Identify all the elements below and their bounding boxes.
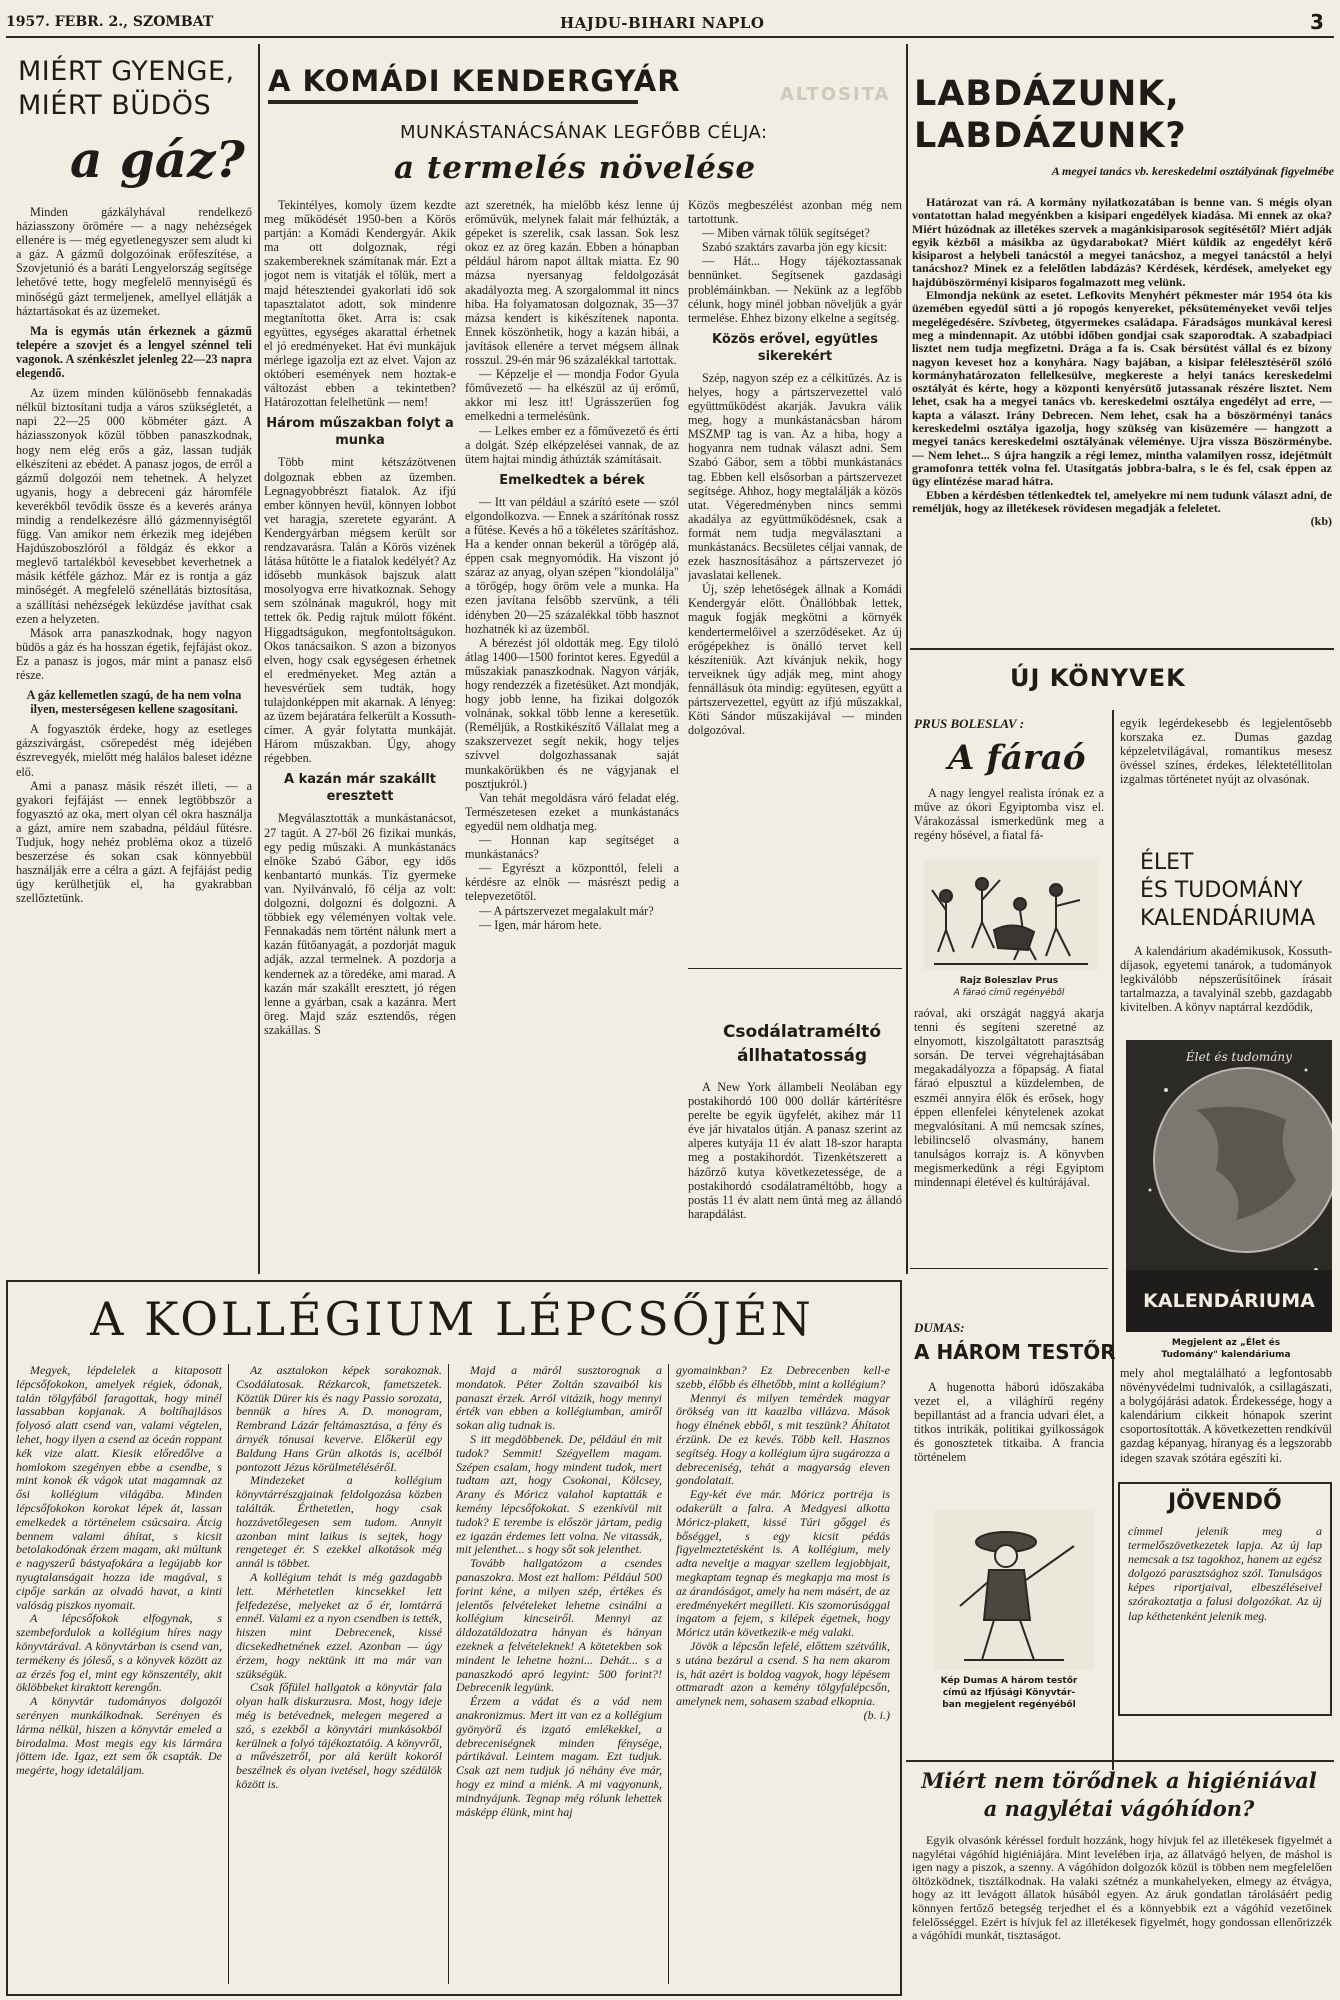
- komadi-p14: Közös megbeszélést azonban még nem tartottunk.: [688, 198, 902, 227]
- elet-title-3: KALENDÁRIUMA: [1140, 906, 1316, 931]
- kollegium-col-2: [236, 1364, 442, 1988]
- prus-book-title: A fáraó: [948, 738, 1086, 778]
- kollegium-p8: Majd a máról susztorognak a mondatok. Péter Zoltán szavaiból kis panaszt érzek. Arról vitázik, hogy mennyi érték van ebben a kollégiumban, amiről sokan alig tudnak is.: [456, 1364, 662, 1433]
- kalend-p1: mely ahol megtalálható a legfontosabb növényvédelmi tudnivalók, a csillagászati, a bolygójárási adatok. Érdekessége, hogy a kalendárium cikkeit hónapok szerint csoportosították. A következetten rendkívül gazdag képanyag, híranyag és a legszorabb idegen szavak szótára egészíti ki.: [1120, 1366, 1332, 1465]
- komadi-p19: Új, szép lehetőségek állnak a Komádi Kendergyár előtt. Önállóbbak lettek, maguk fogják megkötni a környék kendertermelőivel a szerződéseket. Az új erőgépekhez is önálló tervet kell készíteniük. Azt kívánjuk nekik, hogy terveiknek úgy adják meg, mint ahogy fennállásuk óta mindig: együtesen, együtt a pártszervezettel, együtt az ifjú műszakkal, Köti Sándor műszakijával — minden dolgozóval.: [688, 582, 902, 738]
- dumas-book-title: A HÁROM TESTŐR: [914, 1340, 1116, 1364]
- dumas-p1: A hugenotta háború időszakába vezet el, a világhírű regény bepillantást ad a francia udvari élet, a titkos intrikák, politikai gyilkosságok és gonosztetek titkaiba. A francia történelem: [914, 1380, 1104, 1465]
- gas-body-3: A fogyasztók érdeke, hogy az esetleges gázszivárgást, csőrepedést még idejében észrevegyék, mielőtt még halálos baleset idézne elő.: [16, 722, 252, 779]
- komadi-p4: azt szeretnék, ha mielőbb kész lenne új erőművük, melynek falait már felhúzták, a gépeket is szerelik, csak lassan. Sok lesz okoz ez az öreg kazán. Ebben a hónapban például három napot álltak miatta. Ez 90 mázsa nyersanyag feldolgozását akadályozta meg. A szorgalommal itt nincs hiba. Ha folyamatosan dolgoznak, 35—37 mázsa kendert is kikészítenek naponta. Ennek köszönhetik, hogy a kazán hibái, a javítások ellenére a tervet mégsem állnak rosszul. 29-én már 96 százalékkal tartottak.: [465, 198, 679, 368]
- kollegium-col-3: [456, 1364, 662, 1988]
- gas-article-body: [16, 205, 252, 1273]
- komadi-sub-4: Közös erővel, együtles sikerekért: [712, 331, 878, 364]
- gas-bold-sub: A gáz kellemetlen szagú, de ha nem volna ilyen, mesterségesen kellene szagosítani.: [26, 688, 242, 717]
- dumas-caption-2: című az Ifjúsági Könyvtár-: [942, 1688, 1076, 1698]
- higienia-rule: [906, 1760, 1334, 1762]
- header-rule: [6, 36, 1334, 38]
- kollegium-p9: S itt megdöbbenek. De, például én mit tudok? Semmit! Szégyellem magam. Szépen csalam, hogy mindent tudok, mert tudtam azt, hogy Csokonai, Kölcsey, Arany és Móricz valahol kaptatták e kemény lépcsőfokokat. S ezenkívül mit tudok? E terembe is először jártam, pedig ez igazán érdemes lett volna. Ne vitassák, mit jelenthet... s hogy sőt sok jelenthet.: [456, 1431, 662, 1557]
- musketeer-drawing: [934, 1510, 1094, 1670]
- komadi-p10: — Honnan kap segítséget a munkástanács?: [465, 833, 679, 862]
- komadi-p8: A bérezést jól oldották meg. Egy tiloló átlag 1400—1500 forintot keres. Egyedül a műszakiak panaszkodnak. Nagyon várják, hogy rendezzék a fizetésüket. Azt mondják, hogy jobb lenne, ha fizikai dolgozók volnának, sokkal több lenne a keresetük. (Reméljük, a Rostkikészítő Vállalat meg a szakszervezet segít nekik, hogy teljes szívvel dolgozhassanak saját munkakörükben és ne vágyjanak el posztjukról.): [465, 635, 679, 791]
- dumas-continued-text: [1120, 716, 1332, 816]
- kollegium-p2: A lépcsőfokok elfogynak, s szembefordulok a kollégium híres nagy könyvtárával. A könyvtárban is csend van, termékeny és jóleső, s a könyvek között az az érzés fog el, mint egy könszentély, akit öklöbbeket kiraktott kerengőn.: [16, 1611, 222, 1695]
- labdazunk-subtitle: A megyei tanács vb. kereskedelmi osztályának figyelmébe: [1051, 164, 1334, 178]
- csoda-title-2: állhatatosság: [737, 1046, 867, 1066]
- kalendarium-text: [1120, 1366, 1332, 1478]
- dumas-caption-1: Kép Dumas A három testőr: [940, 1676, 1078, 1686]
- prus-p1: A nagy lengyel realista írónak ez a műve az ókori Egyiptomba visz el. Várakozással ismerkedünk meg a regény hősével, a fiatal fá-: [914, 786, 1104, 843]
- kollegium-p11: Érzem a vádat és a vád nem anakronizmus. Mert itt van ez a kollégium gyönyörű és izgató emlékekkel, a debreceniségnek minden fénysége, pártikával. Leintem magam. Ezt tudjuk. Csak azt nem tudjuk jó néhány éve már, hogy ez mind a miénk. A mi vagyonunk, mindnyájunk. Tegnap még rólunk lehettek másképp élünk, mint haj: [456, 1694, 662, 1819]
- kollegium-p13: Mennyi és milyen temérdek magyar örökség van itt kaazlba villázva. Mások hogy élnének ebből, s mit teszünk? Áhítatot érzünk. De ez kevés. Több kell. Hasznos segítség. Hogy a kollégium újra sugározza a debreceniség, tehát a magyarság eleven gondolatait.: [676, 1390, 890, 1488]
- dumas-p2: egyik legérdekesebb és legjelentősebb korszaka ez. Dumas gazdag képzeletvilágával, romantikus mesesz övéssel színes, érdekes, lélektetéllitolan izgalmas történetet nyújt az olvasónak.: [1120, 716, 1332, 787]
- kollegium-p14: Egy-két éve már. Móricz portréja is odakerült a falra. A Medgyesi alkotta Móricz-plakett, kissé Túri gőggel és bőséggel, s egy kicsit pédás figyelmeztetésként is. A kollégium, mely adta neveltje a magyar szellem legjobbjait, megkaptam tegnap és megkapja ma most is az árandóságot, amely ha nem másért, de az eredményekért megilleti. Kis szomorúsággal ingatom a fejem, s kilépek égetnek, hogy Móricz után következik-e még valaki.: [676, 1487, 890, 1640]
- kollegium-p3: A könyvtár tudományos dolgozói serényen munkálkodnak. Serényen és lárma nélkül, hiszen a könyvtár emeled a birodalma. Most megis egy kis lármára jöttem ide. Igaz, ezt sem ők csapták. De megérte, hogy idetaláljam.: [16, 1694, 222, 1778]
- komadi-sub-1: Három műszakban folyt a munka: [266, 416, 454, 449]
- komadi-p3: Megválasztották a munkástanácsot, 27 tagút. A 27-ből 26 fizikai munkás, egy pedig műszaki. A munkástanács elnöke Szabó Gábor, egy idős kenbantartó munkás. Tíz gyermeke van. Nyilvánvaló, fő célja az volt: dolgozni, dolgozni és dolgozni. A többiek egy véleményen voltak vele. Fennakadás nem történt nálunk mert a kazán fűtőanyagát, a pozdorját maguk adják, azzal termelnek. A pozdorja a kendernek az a töredéke, ami marad. A kazán már szakállt eresztett, jó régen lenne a gyárban, csak a kazánra. Mert öreg. Majd száz esztendős, régen szakállas. S: [264, 811, 456, 1037]
- kollegium-rule-3: [668, 1364, 669, 1984]
- kollegium-p1: Megyek, lépdelelek a kitaposott lépcsőfokokon, amelyek régiek, ódonak, talán tölgyfából faragottak, hogy minél lassabban kopjanak. A boltíhajlásos folyosó alatt csend van, valami végtelen, lehet, hogy ilyen a csend az óceán roppant kék vize alatt. Kiesik előredőlve a homlokom szegényen ebbe a csendbe, s mint konok ék vágok utat magamnak az ősi kollégium világába. Minden lépcsőfokokon korokat lépek át, lassan emelkedek a történelem csúcsaira. Átcig bennem valami áhítat, s kicsit betolakodónak érzem magam, aki múltunk e nagyszerű bástyafokára a legújabb kor nyugtalanságait hozza ide magával, s cipője sarkán az olvadó havat, a kinti valóság piszkos nyomait.: [16, 1364, 222, 1612]
- higienia-title-2: a nagylétai vágóhídon?: [983, 1796, 1255, 1821]
- kollegium-sign: (b. i.): [863, 1707, 890, 1722]
- labdazunk-title-2: LABDÁZUNK?: [914, 116, 1187, 156]
- kollegium-rule-2: [448, 1364, 449, 1984]
- elet-text: [1120, 944, 1332, 1036]
- komadi-p18: Szép, nagyon szép ez a célkitűzés. Az is helyes, hogy a pártszervezettel való együttműködést akarják. Javukra válik meg, hogy a munkástanácsban három MSZMP tag is van. Az a hiba, hogy a hogyanra nem tudnak választ adni. Sem Szabó Gábor, sem a többi munkástanács tag. Ebben kell elsősorban a pártszervezet segítsége. Ahhoz, hogy megtalálják a közös utat. Végeredményben nincs semmi akadálya az együttműködésnek, csak a formát nem tudja megválasztani a munkástanács. Becsületes céljai vannak, de ezek hasznosításához a pártszervezet jó javaslatai kellenek.: [688, 370, 902, 583]
- ghost-print: ALTOSITA: [780, 84, 891, 105]
- gas-body-4: Ami a panasz másik részét illeti, — a gyakori fejfájást — ennek legtöbbször a fogyasztó az oka, mert olyan cél okra használja a gázt, amire nem szabadna, például fűtésre. Tudjuk, hogy nehéz probléma okoz a tüzelő beszerzése és sokan csak könnyebbül használják erre a célra a gázt. A fejfájást pedig úgy kerülhetjük el, ha gyakrabban szellőztetünk.: [16, 778, 252, 906]
- kollegium-col-4: [676, 1364, 890, 1988]
- komadi-p2: Több mint kétszázötvenen dolgoznak ebben az üzemben. Legnagyobbrészt fiatalok. Az ifjú ember könnyen hevül, könnyen lobbot vet haragja, szeretete egyaránt. A Kendergyárban mégsem került sor rendzavarásra. Talán a Körös vizének látása hűtötte le a fiatalok kedélyét? Az idősebb munkások bajszuk alatt mosolyogva erre hivatkoznak. Sehogy sem szólnának magukról, hogy mit tettek ők. Pedig rajtuk múlott főként. Higgadtságukon, megfontoltságukon. Okos tanácsaikon. S azon a bizonyos elven, hogy csak egységesen érhetnek el eredményeket. Meg aztán a hevesvérűek sem tudták, hogy tulajdonképpen mit akarnak. A lényeg: az üzem bejáratára felkerült a Kossuth-címer. A gyár folytatta munkáját. Három műszakban. Úgy, ahogy régebben.: [264, 455, 456, 766]
- csoda-body: [688, 1080, 902, 1274]
- kollegium-p6: A kollégium tehát is még gazdagabb lett. Mérhetetlen kincsekkel lett felfedezése, melyeket az ő ér, lomtárrá ennél. Valami ez a nyon csendben is tették, hiszen mint Debrecenek, kissé dicsekedhetnének ezzel. Azonban — úgy érzem, hogy nektünk itt ma már van szükségük.: [236, 1569, 442, 1681]
- gas-headline-3: a gáz?: [70, 130, 245, 189]
- kollegium-col-1: [16, 1364, 222, 1988]
- labdazunk-p2: Elmondja nekünk az esetet. Lefkovits Menyhért pékmester már 1954 óta kis üzemében egyedül sütti a jó ropogós kenyereket, péksüteményeket vevői teljes megelégedésére. Szívbeteg, ötgyermekes családapa. Fáradságos munkával keresi meg a mindennapit. Az utóbbi időben gondjai csak szaporodtak. A szabadpiaci lisztet nem tudja megfizetni. Drága a fa is. Csak bérsütést vállal és ez bizony nagyon keveset hoz a konyhára. Nagy bajában, a kisipar felélesztéséről szóló kormányhatározaton fellelkesülve, megkereste a helyi tanács kereskedelmi osztályát és kérte, hogy a központi kenyérsütő jutassanak részére lisztet. Nem lehet, csak ha a megyei tanács vb. kereskedelmi osztálya engedélyt ad erre, — kapta a választ. Irány Debrecen. Nem lehet, csak ha a böszörményi tanács kereskedelmi osztálya igazolja, hogy szükség van kisüzemére — hangzott a megyei tanács kereskedelmi osztályának véleménye. Ujra vissza Böszörménybe. — Nem lehet... S újra hangzik a régi lemez, mintha valamilyen rossz, idejétmúlt gramofonra tették volna fel. Utasítgatás jobbra-balra, s le és fel, csak éppen az ügy elintézése marad hátra.: [912, 288, 1332, 489]
- kollegium-p15: Jövök a lépcsőn lefelé, előttem szétválik, s utána bezárul a csend. S ha nem akarom is, hát azért is boldog vagyok, hogy lépésem ottmaradt azon a kemény tölgyfalépcsőn, amelynek nem, sohasem szabad elkopnia.: [676, 1638, 890, 1709]
- prus-caption-1: Rajz Boleszlav Prus: [959, 976, 1059, 986]
- komadi-p7: — Itt van például a szárító esete — szól elgondolkozva. — Ennek a szárítónak rossz a fűtése. Kevés a hő a tökéletes szárításhoz. Ha a kender onnan bekerül a törőgép alá, éppen csak megnyomódik. Ha viszont jó száraz az anyag, olyan szépen "kiondolálja" a törőgép, hogy öröm vele a munka. Ha ezen javítana felsőbb szervünk, a téli idényben 20—25 százalékkal több hasznot hozhatnék ki az üzemből.: [465, 494, 679, 636]
- kollegium-p5: Mindezeket a kollégium könyvtárrészgjainak feldolgozása közben találták. Érthetetlen, hogy csak hozzávetőlegesen sem tudom. Annyit azonban mint laikus is sejtek, hogy rengeteget ér. S ezekkel alkotások még annál is többet.: [236, 1473, 442, 1571]
- books-center-rule: [1112, 710, 1114, 1770]
- header-date: 1957. FEBR. 2., SZOMBAT: [6, 14, 214, 30]
- kalendarium-caption-1: Megjelent az „Élet és: [1171, 1338, 1281, 1348]
- gas-intro: Minden gázkályhával rendelkező háziasszony örömére — a nagy nehézségek ellenére is — még egyetlenegyszer sem aludt ki a gáz. A gázmű dolgozóinak erőfeszítése, a Szovjetunió és a baráti Lengyelország segítsége lehetővé tette, hogy megfelelő mennyiségű és minőségű gázt termeljenek, amellyel ellátják a háztartásokat és az üzemeket.: [16, 205, 252, 318]
- kollegium-p12: gyomainkban? Ez Debrecenben kell-e szebb, élőbb és élhetőbb, mint a kollégium?: [676, 1364, 890, 1391]
- jovendo-text: [1128, 1524, 1322, 1704]
- gas-bold-para: Ma is egymás után érkeznek a gázmű telepére a szovjet és a lengyel szénnel teli vagonok. A szénkészlet jelenleg 22—23 napra elegendő.: [16, 323, 252, 381]
- column-rule-2: [906, 44, 908, 1274]
- komadi-title: A KOMÁDI KENDERGYÁR: [268, 64, 681, 98]
- uj-konyvek-title: ÚJ KÖNYVEK: [1010, 664, 1186, 692]
- prus-author: PRUS BOLESLAV :: [914, 716, 1025, 731]
- kalendarium-caption-2: Tudomány" kalendáriuma: [1161, 1350, 1291, 1360]
- prus-caption-2: A fáraó című regényéből: [953, 988, 1065, 998]
- egyptian-figures-drawing: [924, 860, 1098, 970]
- labdazunk-title-1: LABDÁZUNK,: [914, 74, 1180, 114]
- komadi-p6: — Lelkes ember ez a főművezető és érti a dolgát. Szép elképzelései vannak, de az ütem hajtai mindig áthúzták számításait.: [465, 423, 679, 466]
- prus-illustration: [924, 860, 1098, 970]
- jovendo-p1: címmel jelenik meg a termelőszövetkezetek lapja. Az új lap nemcsak a tsz tagokhoz, hanem az egész dolgozó parasztsághoz szól. Tanulságos képes riportjaival, elbeszéléseivel szórakoztatja a falusi dolgozókat. Az új lap kéthetenként jelenik meg.: [1128, 1524, 1322, 1623]
- elet-title-1: ÉLET: [1140, 850, 1194, 875]
- komadi-p13: — Igen, már három hete.: [479, 917, 602, 932]
- page-number: 3: [1310, 10, 1324, 34]
- higienia-p1: Egyik olvasónk kéréssel fordult hozzánk, hogy hívjuk fel az illetékesek figyelmét a nagylétai vágóhíd higiéniájára. Mint levelében írja, az állatvágó helyen, de máshol is igen nagy a piszok, a szenny. A vágóhídon dolgozók közül is többen nem megfelelően öltözködnek, tisztálkodnak. Ha valaki szétnéz a munkahelyeken, elmegy az étvágya, hogy az itt levágott állatok húsából egyen. Az áruk gondatlan tárolásáért pedig könnyen fertőző betegség terjedhet el és a könnyebbik ezt a vágóhíd vezetőinek felelősséggel. Ezért is hívjuk fel az illetékesek figyelmét, hogy gondossan ellenőrizzék a vágóhídi munkát, tisztaságot.: [912, 1834, 1332, 1943]
- dumas-text: [914, 1380, 1104, 1504]
- elet-p1: A kalendárium akadémikusok, Kossuth-díjasok, egyetemi tanárok, a tudományok legkiválóbb népszerűsítőinek írásait tartalmazza, a tavalyinál szebb, gazdagabb kivitelben. A könyv naptárral kezdődik,: [1120, 944, 1332, 1015]
- komadi-p5: — Képzelje el — mondja Fodor Gyula főművezető — ha elkészül az új erőmű, akkor mi lesz itt! Ugrásszerűen fog emelkedni a termelésünk.: [465, 367, 679, 424]
- labdazunk-p3: Ebben a kérdésben tétlenkedtek tel, amelyekre mi nem tudunk választ adni, de reméljük, hogy az illetékesek rövidesen megadják a feleletet.: [912, 487, 1332, 515]
- labdazunk-p1: Határozat van rá. A kormány nyilatkozatában is benne van. S mégis olyan vontatottan halad megyénkben a kisipari engedélyek kiadása. Mi ennek az oka? Miért húzódnak az illetékes szervek a magánkisiparosok segítésétől? Miért adják egyik kézből a másikba az ügydarabokat? Miért küldik az engedélyt kérő kisiparost a helybeli tanácstól a megyei tanácshoz, a megyei tanácstól a helyi tanácshoz? Minek ez a felelőtlen labdázás? Kérdések, kérdések, amelyeket egy hajdúböszörményi kisiparos fogalmazott meg velünk.: [912, 196, 1332, 289]
- komadi-col-3: [688, 198, 902, 968]
- kalendarium-cover-art: [1126, 1040, 1332, 1332]
- komadi-title-2: a termelés növelése: [394, 150, 757, 186]
- csoda-title-1: Csodálatraméltó: [722, 1022, 882, 1042]
- csoda-text: A New York állambeli Neolában egy postakihordó 100 000 dollár kártérítésre perelte be egyik ügyfelét, akihez már 11 éve jár hivatalos útján. A panasz szerint az alperes kutyája 11 év alatt 18-szor harapta meg a postakihordót. Tizenkétszerett a házőrző kutya következetessége, de a postakihordó csodálatraméltóbb, hogy a postás 11 év alatt nem üntá meg az állandó harapdálást.: [688, 1080, 902, 1221]
- komadi-col-2: [465, 198, 679, 1274]
- elet-title-2: ÉS TUDOMÁNY: [1140, 878, 1303, 903]
- kollegium-p10: Tovább hallgatózom a csendes panaszokra. Most ezt hallom: Például 500 forint kéne, a milyen szép, értékes és jelentős felvételeket lehetne csinálni a kollégium kincseiről. Mennyi az áldozatáldozatra hányan és hányan ezeknek a felvételeknek! A kötetekben sok mindent le lehetne hozni... Dehát... s a panaszkodó apró legyint: 500 forint?! Debrecenik legyünk.: [456, 1556, 662, 1695]
- kollegium-p7: Csak főfülel hallgatok a könyvtár fala olyan halk diskurzusra. Most, hogy ideje még is betévednek, melegen megered a szó, s ezekből a könyvtári munkásokból kerülnek a folyó tájékoztatóig. A könyvről, a művészetről, por alá került kokoról beszélnek és olyan ivetésel, hogy szédülök között is.: [236, 1680, 442, 1791]
- komadi-sub-2: A kazán már szakállt eresztett: [283, 772, 436, 805]
- komadi-p16: Szabó szaktárs zavarba jön egy kicsit:: [702, 240, 888, 255]
- komadi-col-1: [264, 198, 456, 1274]
- newspaper-name: HAJDU-BIHARI NAPLO: [560, 14, 765, 32]
- csoda-rule: [688, 968, 902, 969]
- labdazunk-rule: [910, 648, 1334, 650]
- komadi-p17: — Hát... Hogy tájékoztassanak bennünket. Segítsenek gazdasági problémáinkban. — Nekünk az a legfőbb célunk, hogy minél jobban növeljük a gyár termelése. Ehhez bizony elkelne a segítség.: [688, 254, 902, 325]
- komadi-p9: Van tehát megoldásra váró feladat elég. Természetesen ezeket a munkástanács egyedül nem oldhatja meg.: [465, 790, 679, 833]
- gas-headline-2: MIÉRT BÜDÖS: [18, 90, 212, 121]
- kollegium-p4: Az asztalokon képek sorakoznak. Csodálatosak. Rézkarcok, fametszetek. Köztük Dürer kis és nagy Passio sorozata, bennük a híres A. D. monogram, Rembrand Lázár feltámasztása, a fény és árnyék tónusai keverve. Előkerül egy Baldung Hans Grün alkotás is, acélból pontozott Jézus körülmetélésérőI.: [236, 1364, 442, 1474]
- komadi-title-rule: [268, 100, 638, 104]
- kalendarium-cover-top: Élet és tudomány: [1186, 1050, 1292, 1064]
- kollegium-title: A KOLLÉGIUM LÉPCSŐJÉN: [90, 1292, 814, 1346]
- prus-p2: raóval, aki országát naggyá akarja tenni és segíteni szeretné az elnyomott, kiszolgáltatott parasztság sorsán. De tervei végrehajtásában megakadályozza a főpapság. A fiatal fáraó elpusztul a küzdelemben, de eszméi annyira élők és erősek, hogy éppen ellenfelei kénytelenek azokat megvalósítani. A mű nemcsak színes, lebilincselő olvasmány, hanem tanulságos korrajz is. A könyvben megismerkedünk a régi Egyiptom mindennapi életével és kultúrájával.: [914, 1006, 1104, 1190]
- labdazunk-body: [912, 196, 1332, 644]
- komadi-p1: Tekintélyes, komoly üzem kezdte meg működését 1950-ben a Körös partján: a Komádi Kendergyár. Akik ma ott dolgoznak, régi szakembereknek számítanak már. Ezt a jogot nem is vitatják el tőlük, mert a majd hétesztendei gyakorlati idő sok tapasztalatot adott, sok mindenre megtanította őket. Arra is: csak együttes, egységes akarattal érhetnek el jó eredményeket. Hat évi munkájuk mérlege igazolja ezt az elvet. Vajon az októberi események nem hoztak-e változást ebben a tekintetben? Határozottan felelhetünk — nem!: [264, 198, 456, 410]
- column-rule-1: [258, 44, 260, 1274]
- komadi-p11: — Egyrészt a központtól, feleli a kérdésre az elnök — másrészt pedig a telepvezetőtől.: [465, 861, 679, 904]
- kollegium-rule-1: [228, 1364, 229, 1984]
- gas-body-2: Mások arra panaszkodnak, hogy nagyon büdös a gáz és ha hosszan égetik, fejfájást okoz. Ez a panasz is jogos, már mint a panasz első része.: [16, 625, 252, 682]
- dumas-caption-3: ban megjelent regényéből: [942, 1700, 1076, 1710]
- higienia-body: [912, 1834, 1332, 1994]
- komadi-p12: — A pártszervezet megalakult már?: [479, 903, 654, 918]
- higienia-title-1: Miért nem törődnek a higiéniával: [921, 1768, 1317, 1793]
- komadi-p15: — Miben várnak tőlük segítséget?: [702, 226, 870, 241]
- gas-headline-1: MIÉRT GYENGE,: [18, 56, 235, 87]
- jovendo-title: JÖVENDŐ: [1168, 1490, 1282, 1515]
- komadi-sub-3: Emelkedtek a bérek: [499, 472, 645, 488]
- dumas-illustration: [934, 1510, 1094, 1670]
- kalendarium-cover: [1126, 1040, 1332, 1332]
- komadi-subtitle: MUNKÁSTANÁCSÁNAK LEGFŐBB CÉLJA:: [400, 122, 768, 143]
- kalendarium-cover-label: KALENDÁRIUMA: [1143, 1290, 1315, 1312]
- dumas-rule: [910, 1268, 1108, 1269]
- gas-body-1: Az üzem minden különösebb fennakadás nélkül biztosítani tudja a város szükségletét, a napi 22—25 000 köbméter gázt. A háziasszonyok közül többen panaszkodnak, hogy nem elég erős a gáz, lassan tudják elkészíteni az ebédet. A panasz jogos, de erről a gázmű dolgozói nem tehetnek. A helyzet ugyanis, hogy a debreceni gáz háromféle keverékből tevődik össze és a keverés aránya mindig a rendelkezésre álló gázmennyiségtől függ. Van amikor nem érkezik meg idejében Hajdúszoboszlóról a földgáz és ekkor a meglevő tartalékból kevesebbet keverhetnek a másik kétféle gázhoz. Már ez is rontja a gáz minőségét. A megfelelő szénellátás biztosítása, a szállítási nehézségek leküzdése javíthat csak ezen a helyzeten.: [16, 386, 252, 626]
- prus-text: [914, 786, 1104, 856]
- labdazunk-sign: (kb): [1310, 514, 1332, 529]
- prus-text-2: [914, 1006, 1104, 1254]
- dumas-author: DUMAS:: [914, 1320, 965, 1335]
